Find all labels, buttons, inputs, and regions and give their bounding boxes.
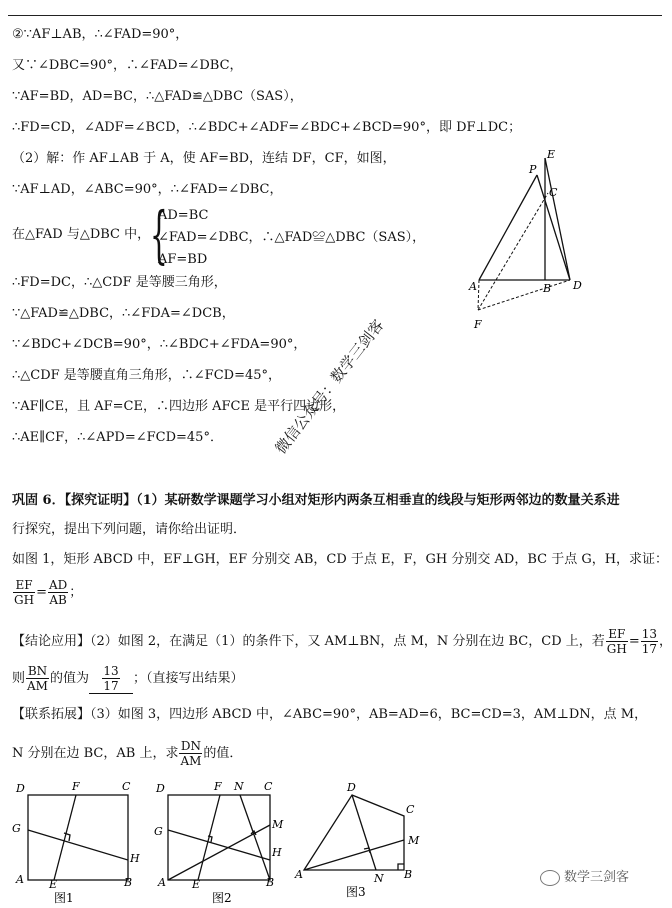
system-suffix: ，∴△FAD≌△DBC（SAS）， (248, 230, 426, 245)
f3-label-D: D (347, 781, 356, 794)
f3-label-C: C (406, 803, 415, 816)
line8-suffix: 的值． (203, 746, 243, 761)
line5-text: 【结论应用】（2）如图 2，在满足（1）的条件下，又 AM⊥BN，点 M，N 分别在边 BC，CD 上，若 (12, 634, 605, 649)
f1-label-B: B (124, 876, 133, 889)
label-A: A (469, 280, 477, 293)
equals-sign: = (36, 585, 47, 600)
frac3-den: GH (606, 642, 627, 656)
wechat-icon (540, 870, 560, 886)
f2-label-B: B (266, 876, 275, 889)
proof2-line-2: ∵△FAD≌△DBC，∴∠FDA=∠DCB， (12, 306, 235, 321)
label-D: D (573, 279, 582, 292)
line-AM-3 (304, 840, 404, 870)
top-rule (8, 15, 662, 16)
frac2-num: AD (48, 578, 68, 592)
system-eq-2-text: ∠FAD=∠DBC (158, 230, 249, 245)
f3-label-N: N (374, 872, 384, 885)
problem-line-8 (12, 739, 242, 768)
problem-title (12, 492, 620, 510)
f3-label-A: A (295, 868, 303, 881)
end-mark-1: ； (69, 585, 83, 600)
f1-label-C: C (122, 780, 131, 793)
line6-suffix: ；（直接写出结果） (132, 671, 244, 686)
proof2-line-5: ∵AF∥CE，且 AF=CE，∴四边形 AFCE 是平行四边形， (12, 399, 346, 414)
fraction-DN-AM (179, 739, 202, 768)
fraction-EF-GH-2 (606, 627, 628, 656)
system-eq-3: AF=BD (158, 252, 208, 267)
frac5-den: AM (27, 679, 48, 693)
proof-line-6: ∵AF⊥AD，∠ABC=90°，∴∠FAD=∠DBC， (12, 182, 283, 197)
system-eq-1: AD=BC (158, 208, 209, 223)
line-PA (479, 175, 537, 280)
frac3-num: EF (606, 627, 628, 642)
fraction-BN-AM (26, 664, 49, 693)
fraction-EF-GH (13, 578, 35, 607)
line-FC (478, 193, 548, 310)
proof-line-4: ∴FD=CD，∠ADF=∠BCD，∴∠BDC+∠ADF=∠BDC+∠BCD=90°，即 DF⊥DC； (12, 120, 522, 135)
label-F: F (474, 318, 482, 331)
line-GH (28, 830, 128, 860)
proof2-line-6: ∴AE∥CF，∴∠APD=∠FCD=45°． (12, 430, 223, 445)
figure-1 (8, 778, 148, 908)
problem-line-7: 【联系拓展】（3）如图 3，四边形 ABCD 中，∠ABC=90°，AB=AD=6，BC=CD=3，AM⊥DN，点 M， (12, 707, 648, 722)
frac2-den: AB (49, 593, 67, 607)
figure-2 (150, 778, 300, 908)
system-prefix: 在△FAD 与△DBC 中， (12, 227, 151, 242)
rect-ABCD (28, 795, 128, 880)
f1-label-H: H (130, 852, 140, 865)
line-BN (240, 795, 270, 880)
line6-mid: 的值为 (49, 671, 89, 686)
problem-line-4 (12, 578, 82, 607)
line-ED (545, 158, 570, 280)
problem-title-text: 巩固 6．【探究证明】（1）某研数学课题学习小组对矩形内两条互相垂直的线段与矩形两邻边的数量关系进 (12, 493, 620, 508)
line8-text: N 分别在边 BC，AB 上，求 (12, 746, 179, 761)
brand-logo-text: 数学三剑客 (564, 870, 630, 885)
caption-fig1: 图1 (54, 891, 74, 905)
frac5-num: BN (27, 664, 48, 678)
quad-ABCD (304, 795, 404, 870)
line-EF (54, 795, 76, 880)
proof-line-5: （2）解：作 AF⊥AB 于 A，使 AF=BD，连结 DF，CF，如图， (12, 151, 396, 166)
f2-label-F: F (214, 780, 222, 793)
problem-line-2: 行探究，提出下列问题，请你给出证明． (12, 522, 247, 537)
system-eq-2 (158, 227, 425, 249)
answer-num: 13 (103, 664, 119, 678)
answer-den: 17 (103, 679, 119, 693)
line6-prefix: 则 (12, 671, 26, 686)
line-EF-2 (198, 795, 220, 880)
f1-label-A: A (16, 873, 24, 886)
f1-label-F: F (72, 780, 80, 793)
f2-label-E: E (192, 878, 201, 891)
problem-line-3: 如图 1，矩形 ABCD 中，EF⊥GH，EF 分别交 AB，CD 于点 E，F，GH 分别交 AD，BC 于点 G，H，求证： (12, 552, 669, 567)
frac6-num: DN (180, 739, 201, 753)
figure-3 (292, 778, 432, 908)
f2-label-C: C (264, 780, 273, 793)
top-figure (465, 148, 605, 338)
caption-fig3: 图3 (346, 885, 366, 899)
f2-label-M: M (272, 818, 284, 831)
frac4-den: 17 (641, 642, 658, 656)
f2-label-D: D (156, 782, 165, 795)
problem-line-5: 【结论应用】（2）如图 2，在满足（1）的条件下，又 AM⊥BN，点 M，N 分别在边 BC，CD 上，若 $\frac{EF}{GH}$ = $\frac{13}{17}$ ， (12, 627, 672, 656)
frac1-num: EF (13, 578, 35, 593)
proof-line-3: ∵AF=BD，AD=BC，∴△FAD≌△DBC（SAS）， (12, 89, 303, 104)
f1-label-D: D (16, 782, 25, 795)
frac6-den: AM (180, 754, 202, 768)
f1-label-G: G (12, 822, 21, 835)
proof2-line-4: ∴△CDF 是等腰直角三角形，∴∠FCD=45°， (12, 368, 282, 383)
caption-fig2: 图2 (212, 891, 232, 905)
label-C: C (549, 186, 558, 199)
line-GH-2 (168, 830, 270, 860)
frac1-den: GH (14, 593, 35, 607)
proof2-line-1: ∴FD=DC，∴△CDF 是等腰三角形， (12, 275, 227, 290)
proof2-line-3: ∵∠BDC+∠DCB=90°，∴∠BDC+∠FDA=90°， (12, 337, 307, 352)
f2-label-N: N (234, 780, 244, 793)
f2-label-G: G (154, 825, 163, 838)
f2-label-H: H (272, 846, 282, 859)
proof-line-1: ②∵AF⊥AB，∴∠FAD=90°， (12, 27, 189, 42)
brace-symbol: { (150, 198, 168, 271)
line-AF (478, 280, 479, 310)
label-P: P (529, 163, 537, 176)
equation-system (158, 205, 425, 271)
fraction-13-17 (641, 627, 658, 656)
answer-blank (89, 664, 133, 694)
f3-label-B: B (404, 868, 413, 881)
problem-line-6 (12, 664, 244, 694)
frac4-num: 13 (641, 627, 658, 641)
label-B: B (543, 282, 552, 295)
brand-logo (540, 866, 629, 886)
end-mark-2: ， (659, 634, 672, 649)
fraction-AD-AB (48, 578, 68, 607)
f3-label-M: M (408, 834, 420, 847)
f1-label-E: E (49, 878, 58, 891)
answer-fraction (102, 664, 119, 693)
f2-label-A: A (158, 876, 166, 889)
proof-line-2: 又∵∠DBC=90°，∴∠FAD=∠DBC， (12, 58, 243, 73)
line-FD (478, 280, 570, 310)
label-E: E (547, 148, 556, 161)
watermark: 微信公众号：数学三剑客 (271, 316, 388, 458)
line-DN (352, 795, 376, 870)
